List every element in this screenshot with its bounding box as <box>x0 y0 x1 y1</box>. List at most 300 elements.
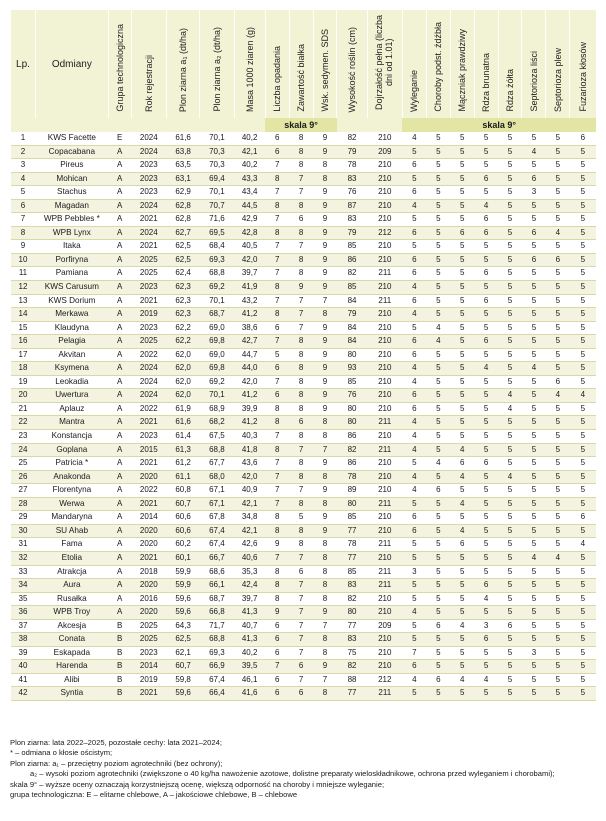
table-cell: 2014 <box>131 511 166 525</box>
table-cell: 8 <box>289 457 313 471</box>
table-cell: 59,8 <box>166 673 199 687</box>
table-cell: 75 <box>337 646 367 660</box>
table-cell: 5 <box>498 497 522 511</box>
table-cell: 211 <box>367 443 402 457</box>
table-cell: 5 <box>426 389 450 403</box>
table-cell: 4 <box>498 402 522 416</box>
table-cell: 9 <box>289 281 313 295</box>
table-cell: 5 <box>498 430 522 444</box>
table-cell: A <box>108 159 131 173</box>
table-cell: 41,6 <box>234 687 265 701</box>
table-cell: 4 <box>402 281 426 295</box>
table-cell: 62,5 <box>166 240 199 254</box>
table-cell: 9 <box>313 348 337 362</box>
table-cell: 4 <box>570 389 596 403</box>
table-cell: 5 <box>498 186 522 200</box>
table-cell: 5 <box>522 430 546 444</box>
table-cell: 41,2 <box>234 416 265 430</box>
row-number: 6 <box>11 199 36 213</box>
table-cell: 5 <box>546 267 570 281</box>
table-cell: 5 <box>426 402 450 416</box>
header-rdza-zolta: Rdza żółta <box>498 10 522 118</box>
table-cell: 5 <box>474 538 498 552</box>
table-cell: 5 <box>498 443 522 457</box>
row-number: 29 <box>11 511 36 525</box>
table-cell: A <box>108 457 131 471</box>
table-cell: 4 <box>450 673 474 687</box>
table-cell: 71,7 <box>200 619 234 633</box>
table-cell: 5 <box>498 606 522 620</box>
table-cell: 4 <box>474 199 498 213</box>
table-cell: 8 <box>289 389 313 403</box>
table-cell: 2023 <box>131 321 166 335</box>
table-cell: 43,6 <box>234 457 265 471</box>
table-cell: 69,3 <box>200 646 234 660</box>
table-cell: 62,5 <box>166 633 199 647</box>
table-cell: 5 <box>498 565 522 579</box>
table-cell: 5 <box>450 145 474 159</box>
table-cell: 62,2 <box>166 321 199 335</box>
table-cell: 5 <box>426 145 450 159</box>
table-cell: 210 <box>367 389 402 403</box>
table-cell: 40,9 <box>234 484 265 498</box>
table-cell: 5 <box>570 592 596 606</box>
table-cell: 5 <box>474 416 498 430</box>
table-cell: 210 <box>367 606 402 620</box>
table-cell: 2015 <box>131 443 166 457</box>
table-cell: 8 <box>265 281 289 295</box>
table-cell: 6 <box>289 687 313 701</box>
table-cell: 5 <box>570 646 596 660</box>
table-cell: 6 <box>265 145 289 159</box>
table-cell: 5 <box>522 565 546 579</box>
table-cell: 5 <box>402 213 426 227</box>
header-grupa: Grupa technologiczna <box>108 10 131 118</box>
table-cell: 210 <box>367 159 402 173</box>
table-cell: 68,0 <box>200 470 234 484</box>
table-cell: 5 <box>498 457 522 471</box>
table-cell: 7 <box>289 443 313 457</box>
table-cell: 5 <box>450 606 474 620</box>
variety-name: Atrakcja <box>35 565 108 579</box>
table-cell: 9 <box>313 321 337 335</box>
table-cell: 5 <box>426 186 450 200</box>
table-cell: 8 <box>265 308 289 322</box>
header-plon-a1: Plon ziarna a₁ (dt/ha) <box>166 10 199 118</box>
table-cell: 9 <box>313 606 337 620</box>
table-cell: 5 <box>546 443 570 457</box>
table-cell: 5 <box>498 687 522 701</box>
table-cell: 5 <box>522 524 546 538</box>
table-cell: 76 <box>337 389 367 403</box>
table-cell: 83 <box>337 633 367 647</box>
table-cell: 38,6 <box>234 321 265 335</box>
table-cell: 7 <box>265 430 289 444</box>
table-cell: A <box>108 186 131 200</box>
table-cell: 7 <box>289 633 313 647</box>
table-cell: 7 <box>265 457 289 471</box>
table-cell: 4 <box>474 673 498 687</box>
table-cell: 5 <box>570 660 596 674</box>
table-cell: 210 <box>367 484 402 498</box>
table-cell: 9 <box>313 484 337 498</box>
table-cell: 5 <box>450 213 474 227</box>
table-cell: 5 <box>546 132 570 145</box>
table-cell: 5 <box>402 145 426 159</box>
variety-name: Mantra <box>35 416 108 430</box>
variety-name: Rusałka <box>35 592 108 606</box>
table-cell: 2023 <box>131 430 166 444</box>
table-cell: 5 <box>426 592 450 606</box>
table-cell: 8 <box>313 159 337 173</box>
table-cell: 69,8 <box>200 335 234 349</box>
row-number: 10 <box>11 253 36 267</box>
table-cell: 8 <box>289 348 313 362</box>
table-cell: 2023 <box>131 646 166 660</box>
table-cell: 9 <box>313 132 337 145</box>
table-cell: 5 <box>522 687 546 701</box>
row-number: 2 <box>11 145 36 159</box>
table-row <box>11 457 597 471</box>
table-cell: A <box>108 443 131 457</box>
variety-name: KWS Facette <box>35 132 108 145</box>
table-cell: 8 <box>289 132 313 145</box>
table-cell: 5 <box>546 145 570 159</box>
table-cell: 84 <box>337 321 367 335</box>
table-cell: 212 <box>367 673 402 687</box>
table-cell: 5 <box>426 294 450 308</box>
table-cell: 6 <box>450 538 474 552</box>
table-cell: 68,6 <box>200 565 234 579</box>
table-cell: 5 <box>498 484 522 498</box>
footnote-line: skala 9° – wyższe oceny oznaczają korzystniejszą ocenę, większą odporność na choroby i mniejsze wyleganie; <box>10 779 385 789</box>
table-cell: 7 <box>289 186 313 200</box>
table-cell: 6 <box>402 267 426 281</box>
table-cell: 5 <box>498 633 522 647</box>
table-row <box>11 606 597 620</box>
table-cell: 210 <box>367 172 402 186</box>
table-cell: 69,3 <box>200 253 234 267</box>
table-cell: 211 <box>367 579 402 593</box>
variety-name: Uwertura <box>35 389 108 403</box>
table-cell: 2022 <box>131 402 166 416</box>
header-dojrzalosc: Dojrzałość pełna (liczba dni od 1.01) <box>367 10 402 118</box>
table-cell: 4 <box>450 619 474 633</box>
table-cell: 5 <box>522 457 546 471</box>
table-cell: 4 <box>498 470 522 484</box>
table-cell: 80 <box>337 606 367 620</box>
table-cell: 41,3 <box>234 606 265 620</box>
table-cell: 79 <box>337 145 367 159</box>
variety-name: Copacabana <box>35 145 108 159</box>
table-cell: 42,1 <box>234 524 265 538</box>
table-cell: 5 <box>450 375 474 389</box>
table-cell: 4 <box>402 375 426 389</box>
table-cell: 2023 <box>131 186 166 200</box>
table-cell: 5 <box>426 375 450 389</box>
variety-name: WPB Troy <box>35 606 108 620</box>
table-cell: 43,2 <box>234 294 265 308</box>
scale-row <box>11 118 597 132</box>
variety-name: Fama <box>35 538 108 552</box>
variety-name: Patricia * <box>35 457 108 471</box>
table-cell: 7 <box>265 240 289 254</box>
table-cell: 5 <box>570 633 596 647</box>
variety-name: KWS Dorium <box>35 294 108 308</box>
table-cell: 46,1 <box>234 673 265 687</box>
table-cell: 59,6 <box>166 606 199 620</box>
table-cell: A <box>108 145 131 159</box>
row-number: 31 <box>11 538 36 552</box>
table-cell: 5 <box>426 497 450 511</box>
table-cell: 5 <box>474 389 498 403</box>
table-cell: 41,3 <box>234 633 265 647</box>
table-cell: 2024 <box>131 199 166 213</box>
table-cell: 6 <box>265 321 289 335</box>
table-cell: 85 <box>337 565 367 579</box>
table-cell: 5 <box>450 402 474 416</box>
table-cell: 62,3 <box>166 294 199 308</box>
table-row <box>11 497 597 511</box>
variety-name: Akvitan <box>35 348 108 362</box>
table-cell: 69,2 <box>200 375 234 389</box>
table-cell: 70,1 <box>200 389 234 403</box>
row-number: 5 <box>11 186 36 200</box>
table-cell: 5 <box>450 159 474 173</box>
table-cell: 4 <box>450 497 474 511</box>
table-cell: 8 <box>313 416 337 430</box>
table-cell: 5 <box>570 430 596 444</box>
table-cell: 7 <box>313 294 337 308</box>
table-cell: 8 <box>313 308 337 322</box>
table-cell: 6 <box>522 226 546 240</box>
table-cell: 210 <box>367 253 402 267</box>
row-number: 27 <box>11 484 36 498</box>
variety-name: Mohican <box>35 172 108 186</box>
table-cell: 2025 <box>131 633 166 647</box>
table-row <box>11 484 597 498</box>
table-cell: 8 <box>265 579 289 593</box>
table-cell: 8 <box>313 538 337 552</box>
table-cell: 2014 <box>131 660 166 674</box>
row-number: 12 <box>11 281 36 295</box>
table-row <box>11 660 597 674</box>
table-cell: 85 <box>337 511 367 525</box>
table-row <box>11 145 597 159</box>
table-cell: 5 <box>426 606 450 620</box>
row-number: 38 <box>11 633 36 647</box>
table-cell: 60,1 <box>166 551 199 565</box>
table-cell: E <box>108 132 131 145</box>
table-cell: 9 <box>313 267 337 281</box>
table-cell: 6 <box>474 213 498 227</box>
footnote-line: grupa technologiczna: E – elitarne chlebowe, A – jakościowe chlebowe, B – chlebowe <box>10 790 298 800</box>
table-cell: 76 <box>337 186 367 200</box>
variety-name: Pireus <box>35 159 108 173</box>
table-cell: 5 <box>474 321 498 335</box>
variety-name: Leokadia <box>35 375 108 389</box>
table-cell: 8 <box>289 430 313 444</box>
table-cell: A <box>108 172 131 186</box>
table-cell: 5 <box>498 267 522 281</box>
table-row <box>11 579 597 593</box>
table-cell: 210 <box>367 348 402 362</box>
variety-name: Conata <box>35 633 108 647</box>
table-cell: 62,0 <box>166 362 199 376</box>
table-cell: 2019 <box>131 308 166 322</box>
table-row <box>11 294 597 308</box>
table-cell: 5 <box>474 132 498 145</box>
table-cell: 59,9 <box>166 579 199 593</box>
table-cell: 71,6 <box>200 213 234 227</box>
table-cell: 5 <box>498 321 522 335</box>
table-cell: 6 <box>402 335 426 349</box>
table-cell: 4 <box>522 362 546 376</box>
table-cell: 5 <box>546 430 570 444</box>
variety-name: Stachus <box>35 186 108 200</box>
table-cell: 2021 <box>131 213 166 227</box>
table-cell: 6 <box>474 457 498 471</box>
table-cell: 63,8 <box>166 145 199 159</box>
table-cell: 9 <box>313 335 337 349</box>
table-cell: 5 <box>450 511 474 525</box>
table-cell: 8 <box>289 145 313 159</box>
scale-label-disease: skala 9° <box>402 118 596 132</box>
table-cell: 5 <box>426 308 450 322</box>
table-cell: 59,6 <box>166 687 199 701</box>
footnote-line: a₂ – wysoki poziom agrotechniki (zwiększone o 40 kg/ha nawożenie azotowe, dolistne preparaty wieloskładnikowe, ochrona przed wyleganiem i chorobami); <box>30 769 555 779</box>
table-cell: A <box>108 281 131 295</box>
variety-name: Anakonda <box>35 470 108 484</box>
table-row <box>11 348 597 362</box>
table-cell: 3 <box>474 619 498 633</box>
table-cell: 5 <box>546 606 570 620</box>
table-cell: 5 <box>450 416 474 430</box>
table-cell: 8 <box>289 226 313 240</box>
table-cell: 8 <box>313 497 337 511</box>
table-row <box>11 213 597 227</box>
table-cell: A <box>108 497 131 511</box>
table-cell: 210 <box>367 402 402 416</box>
table-cell: 42,4 <box>234 579 265 593</box>
header-rdza-brunatna: Rdza brunatna <box>474 10 498 118</box>
table-cell: 7 <box>265 186 289 200</box>
table-cell: 5 <box>522 335 546 349</box>
table-cell: 6 <box>522 253 546 267</box>
table-cell: 5 <box>426 362 450 376</box>
table-cell: 210 <box>367 524 402 538</box>
table-row <box>11 592 597 606</box>
table-cell: 2021 <box>131 551 166 565</box>
table-cell: 41,2 <box>234 308 265 322</box>
table-cell: 5 <box>498 416 522 430</box>
variety-name: Pamiana <box>35 267 108 281</box>
table-cell: 8 <box>265 172 289 186</box>
table-row <box>11 172 597 186</box>
header-rok: Rok rejestracji <box>131 10 166 118</box>
table-row <box>11 226 597 240</box>
table-cell: 5 <box>570 240 596 254</box>
table-cell: 5 <box>522 348 546 362</box>
table-cell: 8 <box>265 402 289 416</box>
row-number: 41 <box>11 673 36 687</box>
table-cell: 210 <box>367 470 402 484</box>
table-cell: 9 <box>313 213 337 227</box>
table-cell: 5 <box>570 606 596 620</box>
table-cell: 69,5 <box>200 226 234 240</box>
table-cell: 5 <box>450 565 474 579</box>
table-cell: 5 <box>426 416 450 430</box>
table-cell: 5 <box>570 551 596 565</box>
table-cell: 211 <box>367 267 402 281</box>
table-cell: 7 <box>313 619 337 633</box>
table-cell: B <box>108 619 131 633</box>
table-cell: 67,7 <box>200 457 234 471</box>
table-cell: 2020 <box>131 524 166 538</box>
table-cell: 210 <box>367 375 402 389</box>
table-cell: 5 <box>450 389 474 403</box>
table-cell: 39,7 <box>234 592 265 606</box>
table-cell: 211 <box>367 687 402 701</box>
table-row <box>11 443 597 457</box>
table-cell: 6 <box>402 159 426 173</box>
table-cell: 2025 <box>131 335 166 349</box>
table-cell: 43,3 <box>234 172 265 186</box>
table-cell: B <box>108 660 131 674</box>
table-cell: 210 <box>367 633 402 647</box>
table-cell: 212 <box>367 226 402 240</box>
table-cell: 5 <box>474 687 498 701</box>
table-cell: 5 <box>426 281 450 295</box>
table-cell: 67,4 <box>200 538 234 552</box>
table-cell: 61,6 <box>166 132 199 145</box>
table-cell: 5 <box>570 579 596 593</box>
table-cell: 60,7 <box>166 497 199 511</box>
table-cell: 5 <box>570 457 596 471</box>
table-cell: 5 <box>450 484 474 498</box>
table-cell: 5 <box>426 538 450 552</box>
table-cell: 2024 <box>131 226 166 240</box>
table-cell: A <box>108 538 131 552</box>
header-wsk: Wsk. sedymen. SDS <box>313 10 337 118</box>
table-cell: 8 <box>289 253 313 267</box>
table-cell: 5 <box>570 159 596 173</box>
table-cell: 5 <box>546 484 570 498</box>
footnote-line: * – odmiana o kłosie ościstym; <box>10 748 113 758</box>
table-cell: 87 <box>337 199 367 213</box>
table-cell: 5 <box>426 213 450 227</box>
table-cell: 5 <box>474 524 498 538</box>
table-cell: 5 <box>426 443 450 457</box>
table-cell: 5 <box>546 348 570 362</box>
variety-name: SU Ahab <box>35 524 108 538</box>
table-cell: 42,0 <box>234 470 265 484</box>
row-number: 7 <box>11 213 36 227</box>
table-cell: 78 <box>337 159 367 173</box>
table-cell: 2020 <box>131 606 166 620</box>
table-cell: 68,8 <box>200 443 234 457</box>
header-masa: Masa 1000 ziaren (g) <box>234 10 265 118</box>
table-cell: 5 <box>522 375 546 389</box>
header-plon-a2: Plon ziarna a₂ (dt/ha) <box>200 10 234 118</box>
table-cell: 9 <box>313 281 337 295</box>
table-cell: 5 <box>474 660 498 674</box>
table-cell: 8 <box>313 172 337 186</box>
row-number: 40 <box>11 660 36 674</box>
table-cell: 5 <box>546 538 570 552</box>
table-cell: 5 <box>474 281 498 295</box>
table-cell: 6 <box>265 132 289 145</box>
